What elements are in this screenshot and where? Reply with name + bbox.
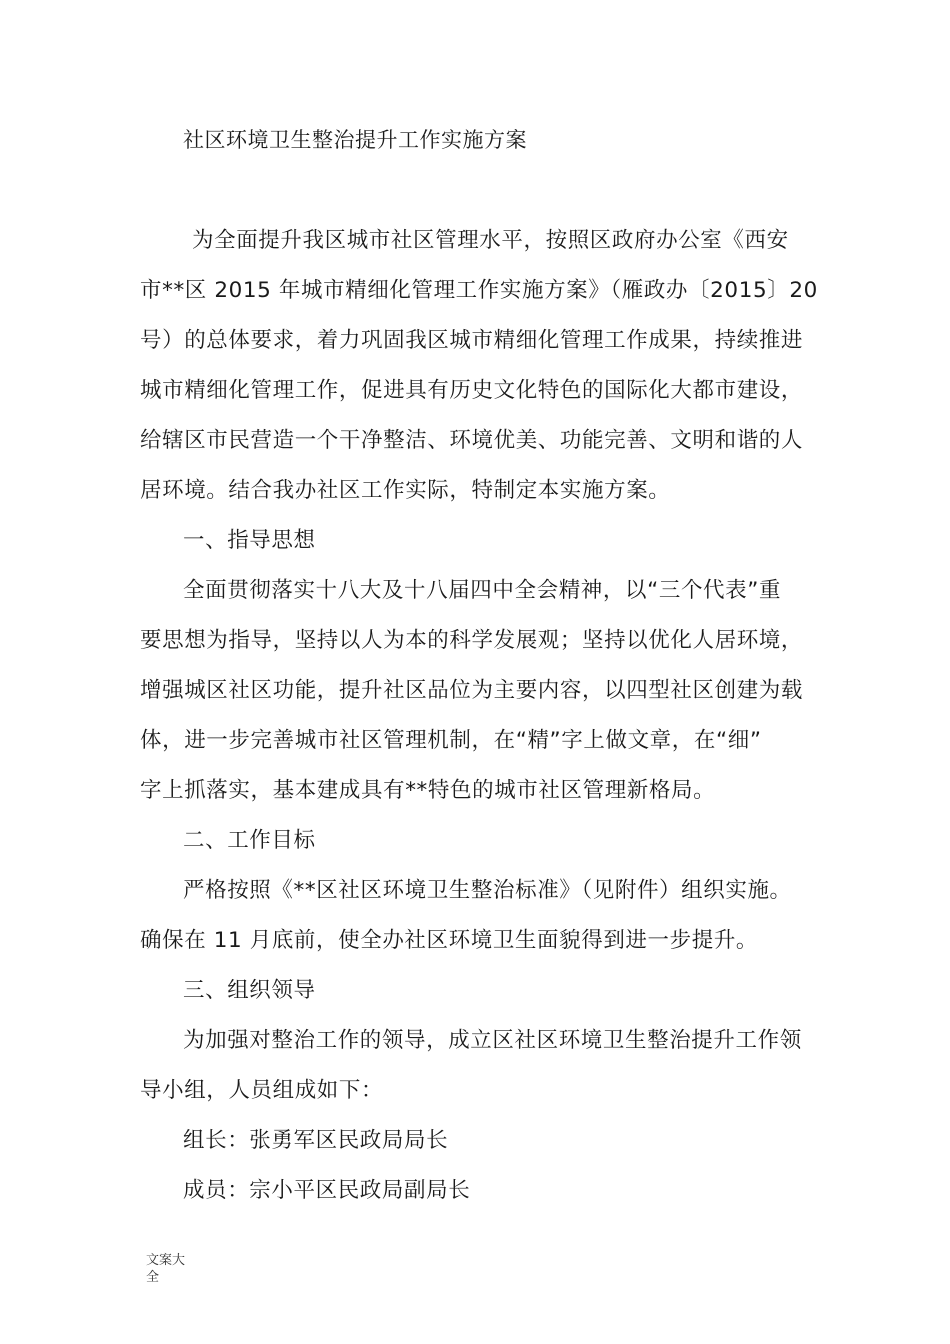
- paragraph-goal-line-2: 确保在 11 月底前，使全办社区环境卫生面貌得到进一步提升。: [140, 928, 759, 953]
- paragraph-intro-line-5: 给辖区市民营造一个干净整洁、环境优美、功能完善、文明和谐的人: [140, 428, 804, 453]
- paragraph-guiding-line-1: 全面贯彻落实十八大及十八届四中全会精神，以“三个代表”重: [183, 578, 782, 603]
- member-member: 成员：宗小平区民政局副局长: [183, 1178, 471, 1203]
- paragraph-intro-line-1: 为全面提升我区城市社区管理水平，按照区政府办公室《西安: [192, 228, 789, 253]
- section-heading-work-goal: 二、工作目标: [183, 828, 316, 853]
- section-heading-organization: 三、组织领导: [183, 978, 316, 1003]
- paragraph-guiding-line-4: 体，进一步完善城市社区管理机制，在“精”字上做文章，在“细”: [140, 728, 762, 753]
- section-heading-guiding-thought: 一、指导思想: [183, 528, 316, 553]
- member-leader: 组长：张勇军区民政局局长: [183, 1128, 449, 1153]
- paragraph-org-line-1: 为加强对整治工作的领导，成立区社区环境卫生整治提升工作领: [183, 1028, 802, 1053]
- page-footer: 文案大全: [146, 1253, 186, 1285]
- paragraph-intro-line-2: 市**区 2015 年城市精细化管理工作实施方案》（雁政办〔2015〕20: [140, 278, 818, 303]
- paragraph-guiding-line-5: 字上抓落实，基本建成具有**特色的城市社区管理新格局。: [140, 778, 716, 803]
- paragraph-intro-line-6: 居环境。结合我办社区工作实际，特制定本实施方案。: [140, 478, 671, 503]
- paragraph-intro-line-3: 号）的总体要求，着力巩固我区城市精细化管理工作成果，持续推进: [140, 328, 804, 353]
- paragraph-guiding-line-3: 增强城区社区功能，提升社区品位为主要内容，以四型社区创建为载: [140, 678, 804, 703]
- paragraph-org-line-2: 导小组，人员组成如下：: [140, 1078, 384, 1103]
- paragraph-goal-line-1: 严格按照《**区社区环境卫生整治标准》（见附件）组织实施。: [183, 878, 792, 903]
- document-title: 社区环境卫生整治提升工作实施方案: [183, 128, 527, 152]
- paragraph-intro-line-4: 城市精细化管理工作，促进具有历史文化特色的国际化大都市建设，: [140, 378, 804, 403]
- paragraph-guiding-line-2: 要思想为指导，坚持以人为本的科学发展观；坚持以优化人居环境，: [140, 628, 804, 653]
